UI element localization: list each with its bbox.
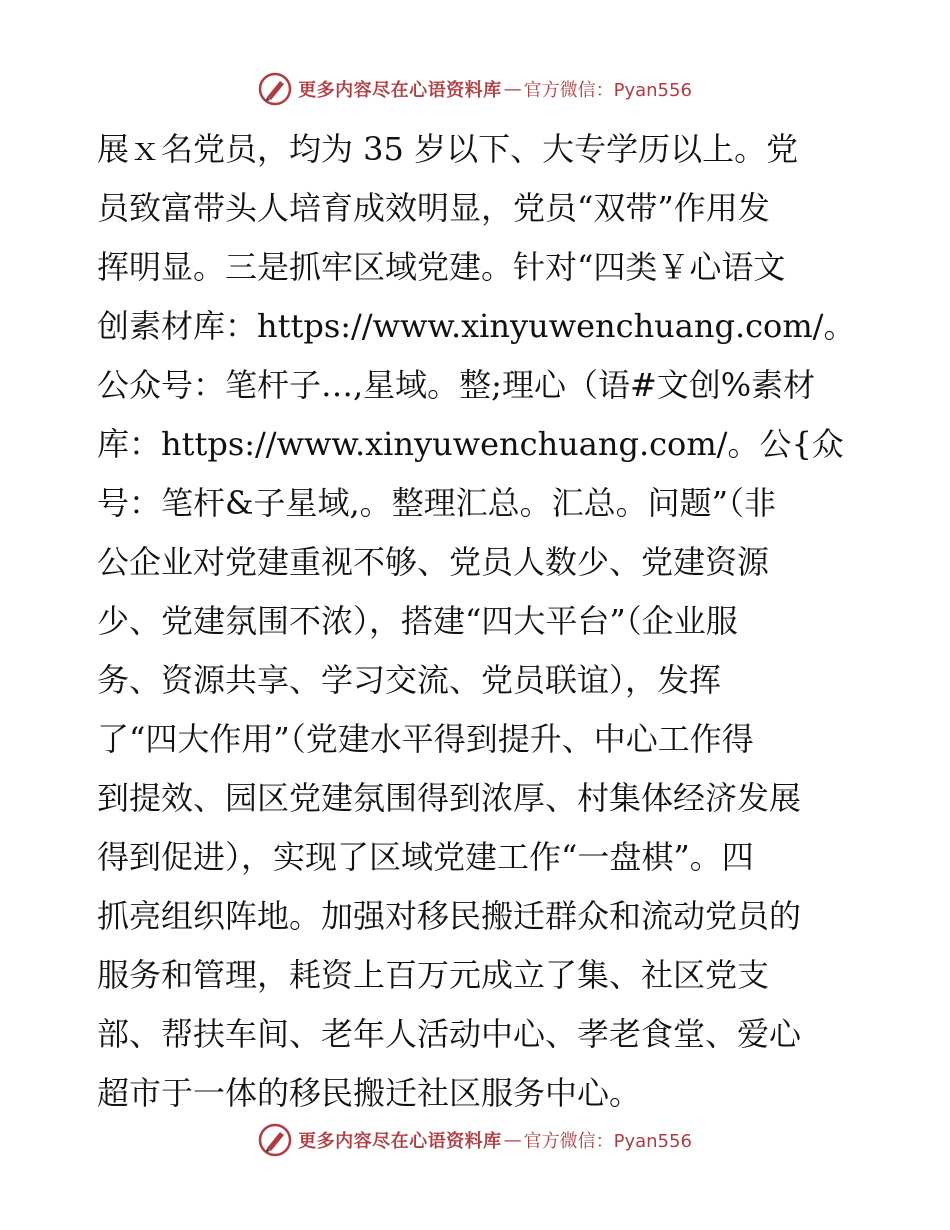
footer-banner bbox=[0, 1122, 950, 1158]
body-line: 到提效、园区党建氛围得到浓厚、村集体经济发展 bbox=[97, 779, 802, 817]
body-line: 创素材库：https://www.xinyuwenchuang.com/。 bbox=[97, 307, 856, 345]
body-line: 公众号：笔杆子…,星域。整;理心（语#文创%素材 bbox=[97, 366, 816, 404]
body-line: 员致富带头人培育成效明显，党员“双带”作用发 bbox=[97, 189, 770, 227]
body-line: 号：笔杆&子星域,。整理汇总。汇总。问题”（非 bbox=[97, 484, 777, 522]
banner-site-name: 更多内容尽在心语资料库 bbox=[298, 1131, 502, 1152]
body-line: 了“四大作用”（党建水平得到提升、中心工作得 bbox=[97, 720, 754, 758]
header-banner bbox=[0, 71, 950, 107]
pen-logo-icon bbox=[258, 1123, 292, 1157]
body-line: 超市于一体的移民搬迁社区服务中心。 bbox=[97, 1074, 642, 1112]
body-line: 库：https://www.xinyuwenchuang.com/。公{众 bbox=[97, 425, 844, 463]
banner-separator: — bbox=[503, 78, 522, 100]
body-line: 部、帮扶车间、老年人活动中心、孝老食堂、爱心 bbox=[97, 1015, 802, 1053]
body-line: 少、党建氛围不浓），搭建“四大平台”（企业服 bbox=[97, 602, 738, 640]
pen-logo-icon bbox=[258, 72, 292, 106]
banner-wechat: 官方微信：Pyan556 bbox=[523, 1131, 692, 1152]
body-line: 公企业对党建重视不够、党员人数少、党建资源 bbox=[97, 543, 770, 581]
banner-separator: — bbox=[503, 1129, 522, 1151]
body-line: 展ｘ名党员，均为 35 岁以下、大专学历以上。党 bbox=[97, 130, 799, 168]
banner-wechat: 官方微信：Pyan556 bbox=[523, 80, 692, 101]
body-line: 服务和管理，耗资上百万元成立了集、社区党支 bbox=[97, 956, 770, 994]
body-line: 抓亮组织阵地。加强对移民搬迁群众和流动党员的 bbox=[97, 897, 802, 935]
body-line: 务、资源共享、学习交流、党员联谊），发挥 bbox=[97, 661, 722, 699]
banner-site-name: 更多内容尽在心语资料库 bbox=[298, 80, 502, 101]
body-line: 得到促进），实现了区域党建工作“一盘棋”。四 bbox=[97, 838, 754, 876]
body-line: 挥明显。三是抓牢区域党建。针对“四类￥心语文 bbox=[97, 248, 786, 286]
document-body bbox=[97, 120, 857, 1123]
